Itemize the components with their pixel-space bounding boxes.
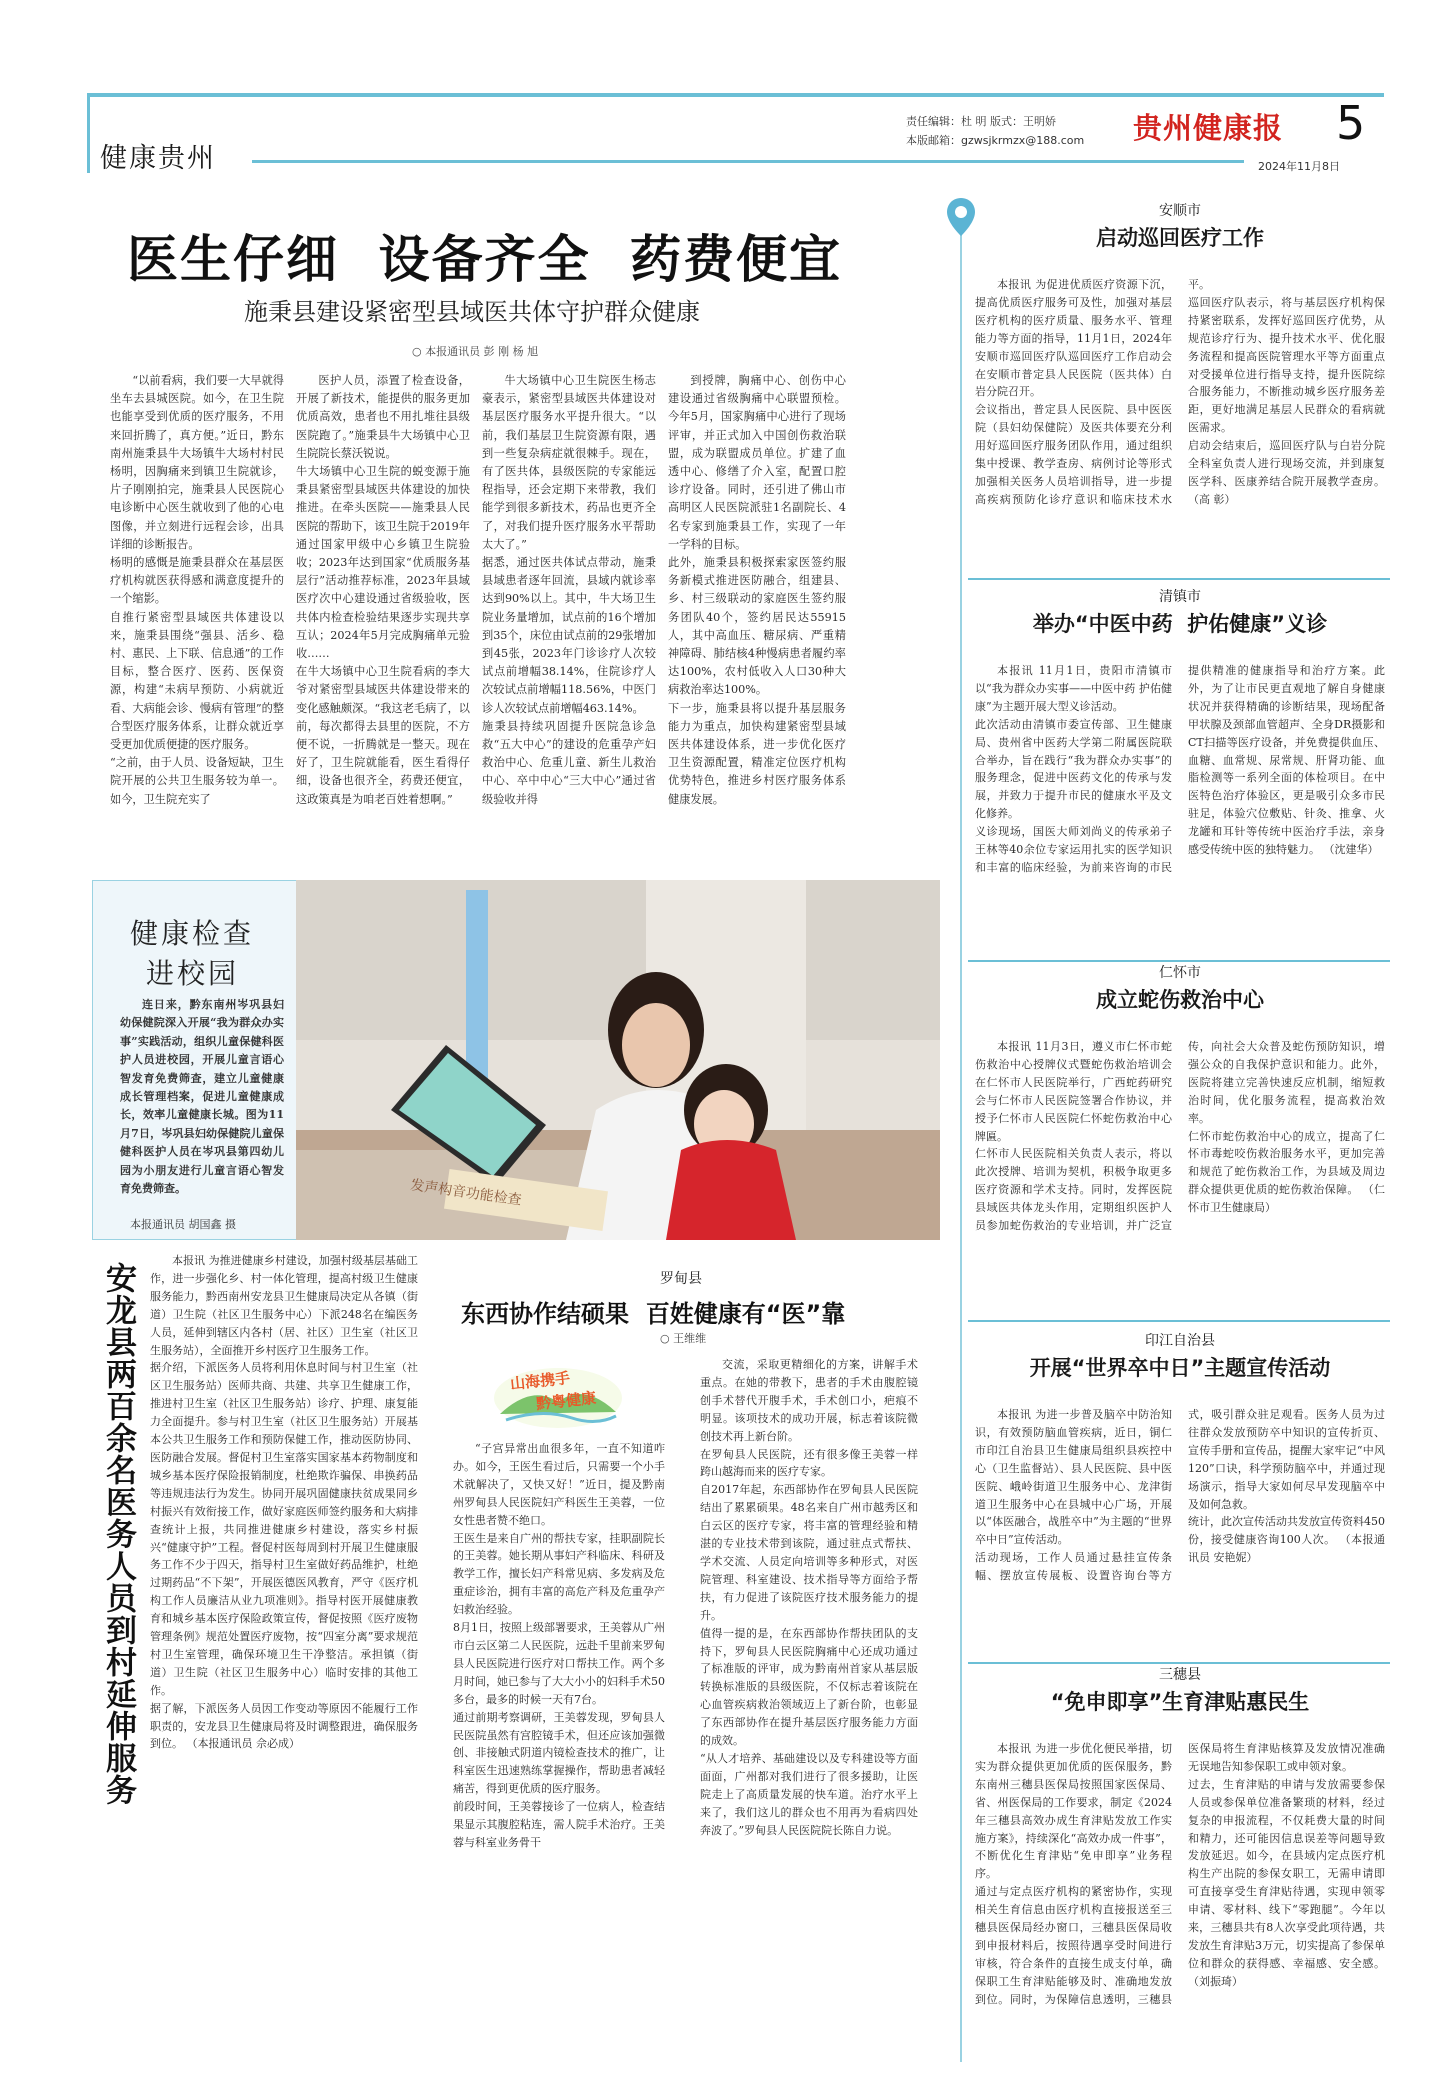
lead-column-4: 到授牌，胸痛中心、创伤中心建设通过省级胸痛中心联盟预检。今年5月，国家胸痛中心进行了现场评审，并正式加入中国创伤救治联盟，成为联盟成员单位。扩建了血透中心、修缮了介入室，配置口腔诊疗设备。同时，还引进了佛山市高明区人民医院派驻1名副院长、4名专家到施秉县工作，实现了一年一学科的目标。 此外，施秉县积极探索家医签约服务新模式推进医防融合，组建县、乡、村三级联动的家庭医生签约服务团队40个，签约居民达55915人，其中高血压、糖尿病、严重精神障碍、肺结核4种慢病患者履约率达100%，农村低收入人口30种大病救治率达100%。 下一步，施秉县将以提升基层服务能力为重点，加快构建紧密型县域医共体建设体系，进一步优化医疗卫生资源配置，精准定位医疗机构优势特色，推进乡村医疗服务体系健康发展。	[668, 374, 846, 806]
renhuai-location: 仁怀市	[1159, 965, 1201, 981]
lead-column-2: 医护人员，添置了检查设备，开展了新技术，能提供的服务更加优质高效，患者也不用扎堆往县级医院跑了。”施秉县牛大场镇中心卫生院院长蔡沃锐说。 牛大场镇中心卫生院的蜕变源于施秉县紧密型县域医共体建设的加快推进。在牵头医院——施秉县人民医院的帮助下，该卫生院于2019年通过国家甲级中心乡镇卫生院验收；2023年达到国家“优质服务基层行”活动推荐标准，2023年县域医疗次中心建设通过省级验收，医共体内检查检验结果逐步实现共享互认；2024年5月完成胸痛单元验收…… 在牛大场镇中心卫生院看病的李大爷对紧密型县域医共体建设带来的变化感触颇深。“我这老毛病了，以前，每次都得去县里的医院，不方便不说，一折腾就是一整天。现在好了，卫生院就能看，医生看得仔细，设备也很齐全，药费还便宜，这政策真是为咱老百姓着想啊。”	[296, 374, 470, 806]
renhuai-story	[975, 962, 1385, 1308]
sansui-story	[975, 1664, 1385, 2064]
lead-column-1: “以前看病，我们要一大早就得坐车去县城医院。如今，在卫生院也能享受到优质的医疗服务，不用来回折腾了，真方便。”近日，黔东南州施秉县牛大场镇牛大场村村民杨明，因胸痛来到镇卫生院就诊，片子刚刚拍完，施秉县人民医院心电诊断中心医生就收到了他的心电图像，并立刻进行远程会诊，出具详细的诊断报告。 杨明的感慨是施秉县群众在基层医疗机构就医获得感和满意度提升的一个缩影。 自推行紧密型县域医共体建设以来，施秉县围绕“强县、活乡、稳村、惠民、上下联、信息通”的工作目标，整合医疗、医药、医保资源，构建“未病早预防、小病就近看、大病能会诊、慢病有管理”的整合型医疗服务体系，让群众就近享受更加优质便捷的医疗服务。 “之前，由于人员、设备短缺，卫生院开展的公共卫生服务较为单一。如今，卫生院充实了	[110, 374, 284, 806]
paper-name-logo: 贵州健康报	[1133, 111, 1284, 145]
anshun-divider	[968, 578, 1390, 580]
lead-title: 医生仔细 设备齐全 药费便宜	[127, 231, 843, 290]
location-pin-icon	[944, 196, 978, 238]
email-line: 本版邮箱：gzwsjkrmzx@188.com	[906, 134, 1085, 147]
luodian-byline: ○ 王维维	[660, 1332, 707, 1345]
feature-title-line-1: 健康检查	[130, 917, 255, 950]
anlong-article: 本报讯 为推进健康乡村建设，加强村级基层基础工作，进一步强化乡、村一体化管理，提高村级卫生健康服务能力，黔西南州安龙县卫生健康局决定从各镇（街道）卫生院（社区卫生服务中心）下派248名在编医务人员，延伸到辖区内各村（居、社区）卫生室（社区卫生服务站），全面推开乡村医疗卫生服务工作。 据介绍，下派医务人员将利用休息时间与村卫生室（社区卫生服务站）医师共商、共建、共享卫生健康工作，推进村卫生室（社区卫生服务站）诊疗、护理、康复能力全面提升。参与村卫生室（社区卫生服务站）开展基本公共卫生服务工作和预防保健工作，推动医防协同、医防融合发展。督促村卫生室落实国家基本药物制度和城乡基本医疗保险报销制度，杜绝欺诈骗保、串换药品等违规违法行为发生。协同开展巩固健康扶贫成果同乡村振兴有效衔接工作，做好家庭医师签约服务和大病排查统计上报，共同推进健康乡村建设，落实乡村振兴“健康守护”工程。督促村医每周到村开展卫生健康服务工作不少于四天，指导村卫生室做好药品维护，杜绝过期药品“不下架”，开展医德医风教育，严守《医疗机构工作人员廉洁从业九项准则》。指导村医开展健康教育和城乡基本医疗保险政策宣传，督促按照《医疗废物管理条例》规范处置医疗废物，按“四室分离”要求规范村卫生室管理，确保环境卫生干净整洁。承担镇（街道）卫生院（社区卫生服务中心）临时安排的其他工作。 据了解，下派医务人员因工作变动等原因不能履行工作职责的，安龙县卫生健康局将及时调整跟进，确保服务到位。 （本报通讯员 佘必成）	[150, 1254, 418, 1751]
sidebar-divider	[960, 222, 962, 2062]
shanhai-badge	[492, 1354, 624, 1432]
feature-credit: 本报通讯员 胡国鑫 摄	[130, 1218, 236, 1231]
yinjiang-title: 开展“世界卒中日”主题宣传活动	[1029, 1356, 1331, 1380]
issue-date: 2024年11月8日	[1258, 160, 1340, 173]
lead-column-3: 牛大场镇中心卫生院医生杨志豪表示，紧密型县域医共体建设对基层医疗服务水平提升很大。“以前，我们基层卫生院资源有限，遇到一些复杂病症就很棘手。现在，有了医共体，县级医院的专家能远程指导，还会定期下来带教，我们能学到很多新技术，药品也更齐全了，对我们提升医疗服务水平帮助太大了。” 据悉，通过医共体试点带动，施秉县域患者逐年回流，县域内就诊率达到90%以上。其中，牛大场卫生院业务量增加，试点前的16个增加到35个，床位由试点前的29张增加到45张，2023年门诊诊疗人次较试点前增幅38.14%，住院诊疗人次较试点前增幅118.56%，中医门诊人次较试点前增幅463.14%。 施秉县持续巩固提升医院急诊急救“五大中心”的建设的危重孕产妇救治中心、危重儿童、新生儿救治中心、卒中中心“三大中心”通过省级验收并得	[482, 374, 656, 806]
qingzhen-text: 本报讯 11月1日，贵阳市清镇市以“我为群众办实事——中医中药 护佑健康”为主题开展大型义诊活动。 此次活动由清镇市委宣传部、卫生健康局、贵州省中医药大学第二附属医院联合举办，旨在践行“我为群众办实事”的服务理念，促进中医药文化的传承与发展，并致力于提升市民的健康水平及文化修养。 义诊现场，国医大师刘尚义的传承弟子王林等40余位专家运用扎实的医学知识和丰富的临床经验，为前来咨询的市民提供精准的健康指导和治疗方案。此外，为了让市民更直观地了解自身健康状况并获得精确的诊断结果，现场配备甲状腺及颈部血管超声、全身DR摄影和CT扫描等医疗设备，并免费提供血压、血糖、血常规、尿常规、肝肾功能、血脂检测等一系列全面的体检项目。在中医特色治疗体验区，更是吸引众多市民驻足，体验穴位敷贴、针灸、推拿、火龙罐和耳针等传统中医治疗手法，亲身感受传统中医的独特魅力。 （沈建华）	[975, 664, 1385, 874]
photo-card-label: 发声构音功能检查	[409, 1177, 523, 1209]
top-rule	[87, 93, 1384, 97]
yinjiang-location: 印江自治县	[1145, 1333, 1215, 1349]
qingzhen-location: 清镇市	[1159, 589, 1201, 605]
anshun-text: 本报讯 为促进优质医疗资源下沉，提高优质医疗服务可及性，加强对基层医疗机构的医疗质量、服务水平、管理能力等方面的指导，11月1日，2024年安顺市巡回医疗队巡回医疗工作启动会在安顺市普定县人民医院（医共体）白岩分院召开。 会议指出，普定县人民医院、县中医医院（县妇幼保健院）及医共体要充分利用好巡回医疗服务团队作用，通过组织集中授课、教学查房、病例讨论等形式加强相关医务人员培训指导，进一步提高疾病预防化诊疗意识和临床技术水平。 巡回医疗队表示，将与基层医疗机构保持紧密联系，发挥好巡回医疗优势，从规范诊疗行为、提升技术水平、优化服务流程和提高医院管理水平等方面重点对受援单位进行指导支持，提升医院综合服务能力，不断推动城乡医疗服务差距，更好地满足基层人民群众的看病就医需求。 启动会结束后，巡回医疗队与白岩分院全科室负责人进行现场交流，并到康复医学科、医康养结合院开展教学查房。 （高 彰）	[975, 278, 1385, 506]
luodian-column-1: “子宫异常出血很多年，一直不知道咋办。如今，王医生看过后，只需要一个小手术就解决了，又快又好！”近日，提及黔南州罗甸县人民医院妇产科医生王美蓉，一位女性患者赞不绝口。 王医生是来自广州的帮扶专家，挂职副院长的王美蓉。她长期从事妇产科临床、科研及教学工作，擅长妇产科常见病、多发病及危重症诊治，拥有丰富的高危产科及危重孕产妇救治经验。 8月1日，按照上级部署要求，王美蓉从广州市白云区第二人民医院，远赴千里前来罗甸县人民医院进行医疗对口帮扶工作。两个多月时间，她已参与了大大小小的妇科手术50多台，最多的时候一天有7台。 通过前期考察调研，王美蓉发现，罗甸县人民医院虽然有宫腔镜手术，但还应该加强微创、非接触式阴道内镜检查技术的推广，让科室医生迅速熟练掌握操作，帮助患者减轻痛苦，得到更优质的医疗服务。 前段时间，王美蓉接诊了一位病人，检查结果显示其腹腔粘连，需人院手术治疗。王美蓉与科室业务骨干	[453, 1442, 665, 1849]
section-rule	[252, 160, 1244, 163]
luodian-title: 东西协作结硕果 百姓健康有“医”靠	[461, 1300, 846, 1328]
feature-caption: 连日来，黔东南州岑巩县妇幼保健院深入开展“我为群众办实事”实践活动，组织儿童保健科医护人员进校园，开展儿童言语心智发育免费筛查，建立儿童健康成长管理档案，促进儿童健康成长，效率儿童健康长城。图为11月7日，岑巩县妇幼保健院儿童保健科医护人员在岑巩县第四幼儿园为小朋友进行儿童言语心智发育免费筛查。	[120, 998, 284, 1196]
sansui-location: 三穗县	[1159, 1667, 1201, 1683]
qingzhen-story	[975, 586, 1385, 958]
luodian-location: 罗甸县	[660, 1271, 702, 1287]
section-marker	[87, 97, 90, 173]
luodian-column-2: 交流，采取更精细化的方案，讲解手术重点。在她的带教下，患者的手术由腹腔镜创手术替代开腹手术，手术创口小，疤痕不明显。该项技术的成功开展，标志着该院微创技术再上新台阶。 在罗甸县人民医院，还有很多像王美蓉一样跨山越海而来的医疗专家。 自2017年起，东西部协作在罗甸县人民医院结出了累累硕果。48名来自广州市越秀区和白云区的医疗专家，将丰富的管理经验和精湛的专业技术带到该院，通过驻点式帮扶、学术交流、人员定向培训等多种形式，对医院管理、科室建设、技术指导等方面给予帮扶，有力促进了该院医疗技术服务能力的提升。 值得一提的是，在东西部协作帮扶团队的支持下，罗甸县人民医院胸痛中心还成功通过了标准版的评审，成为黔南州首家从基层版转换标准版的县级医院，不仅标志着该院在心血管疾病救治领域迈上了新台阶，也彰显了东西部协作在提升基层医疗服务能力方面的成效。 “从人才培养、基础建设以及专科建设等方面面面，广州都对我们进行了很多援助，让医院走上了高质量发展的快车道。治疗水平上来了，我们这儿的群众也不用再为看病四处奔波了。”罗甸县人民医院院长陈自力说。	[700, 1358, 918, 1837]
feature-photo	[296, 880, 940, 1240]
renhuai-divider	[968, 1320, 1390, 1322]
renhuai-text: 本报讯 11月3日，遵义市仁怀市蛇伤救治中心授牌仪式暨蛇伤救治培训会在仁怀市人民医院举行，广西蛇药研究会与仁怀市人民医院签署合作协议，并授予仁怀市人民医院仁怀蛇伤救治中心牌匾。 仁怀市人民医院相关负责人表示，将以此次授牌、培训为契机，积极争取更多医疗资源和学术支持。同时，发挥医院县域医共体龙头作用，定期组织医护人员参加蛇伤救治的专业培训，并广泛宣传，向社会大众普及蛇伤预防知识，增强公众的自我保护意识和能力。此外，医院将建立完善快速反应机制，缩短救治时间，优化服务流程，提高救治效率。 仁怀市蛇伤救治中心的成立，提高了仁怀市毒蛇咬伤救治服务水平，更加完善和规范了蛇伤救治工作，为县域及周边群众提供更优质的蛇伤救治保障。 （仁怀市卫生健康局）	[975, 1040, 1385, 1233]
yinjiang-story	[975, 1330, 1385, 1660]
badge-line-1: 山海携手	[509, 1368, 571, 1394]
feature-title-line-2: 进校园	[146, 957, 240, 990]
lead-subtitle: 施秉县建设紧密型县域医共体守护群众健康	[244, 298, 700, 326]
anshun-story	[975, 200, 1385, 570]
sansui-text: 本报讯 为进一步优化便民举措，切实为群众提供更加优质的医保服务，黔东南州三穗县医保局按照国家医保局、省、州医保局的工作要求，制定《2024年三穗县高效办成生育津贴发放工作实施方案》，持续深化“高效办成一件事”，不断优化生育津贴“免申即享”业务程序。 通过与定点医疗机构的紧密协作，实现相关生育信息由医疗机构直接报送至三穗县医保局经办窗口，三穗县医保局收到申报材料后，按照待遇享受时间进行审核，符合条件的直接生成支付单，确保职工生育津贴能够及时、准确地发放到位。同时，为保障信息透明，三穗县医保局将生育津贴核算及发放情况准确无误地告知参保职工或申领对象。 过去，生育津贴的申请与发放需要参保人员或参保单位准备繁琐的材料，经过复杂的申报流程，不仅耗费大量的时间和精力，还可能因信息误差等问题导致发放延迟。如今，在县域内定点医疗机构生产出院的参保女职工，无需申请即可直接享受生育津贴待遇，实现申领零申请、零材料、线下“零跑腿”。今年以来，三穗县共有8人次享受此项待遇，共发放生育津贴3万元，切实提高了参保单位和群众的获得感、幸福感、安全感。 （刘振琦）	[975, 1742, 1385, 2006]
yinjiang-text: 本报讯 为进一步普及脑卒中防治知识，有效预防脑血管疾病，近日，铜仁市印江自治县卫生健康局组织县疾控中心（卫生监督站）、县人民医院、县中医医院、峨岭街道卫生服务中心、龙津街道卫生服务中心在县城中心广场，开展以“体医融合，战胜卒中”为主题的“世界卒中日”宣传活动。 活动现场，工作人员通过悬挂宣传条幅、摆放宣传展板、设置咨询台等方式，吸引群众驻足观看。医务人员为过往群众发放预防卒中知识的宣传折页、宣传手册和宣传品，提醒大家牢记“中风120”口诀，科学预防脑卒中，并通过现场演示，指导大家如何尽早发现脑卒中及如何急救。 统计，此次宣传活动共发放宣传资料450份，接受健康咨询100人次。 （本报通讯员 安艳妮）	[975, 1408, 1385, 1583]
badge-line-2: 黔粤健康	[535, 1388, 597, 1414]
editor-line: 责任编辑：杜 明 版式：王明娇	[906, 115, 1056, 128]
anshun-location: 安顺市	[1159, 203, 1201, 219]
page-number: 5	[1336, 96, 1366, 150]
qingzhen-title: 举办“中医中药 护佑健康”义诊	[1032, 612, 1328, 636]
anshun-title: 启动巡回医疗工作	[1096, 226, 1264, 250]
anlong-vertical-title: 安龙县两百余名医务人员到村延伸服务	[100, 1262, 136, 1806]
screening-photo-illustration	[296, 880, 940, 1240]
sansui-title: “免申即享”生育津贴惠民生	[1050, 1690, 1310, 1714]
lead-byline: ○ 本报通讯员 彭 刚 杨 旭	[412, 345, 539, 358]
section-name: 健康贵州	[100, 143, 216, 174]
renhuai-title: 成立蛇伤救治中心	[1096, 988, 1264, 1012]
